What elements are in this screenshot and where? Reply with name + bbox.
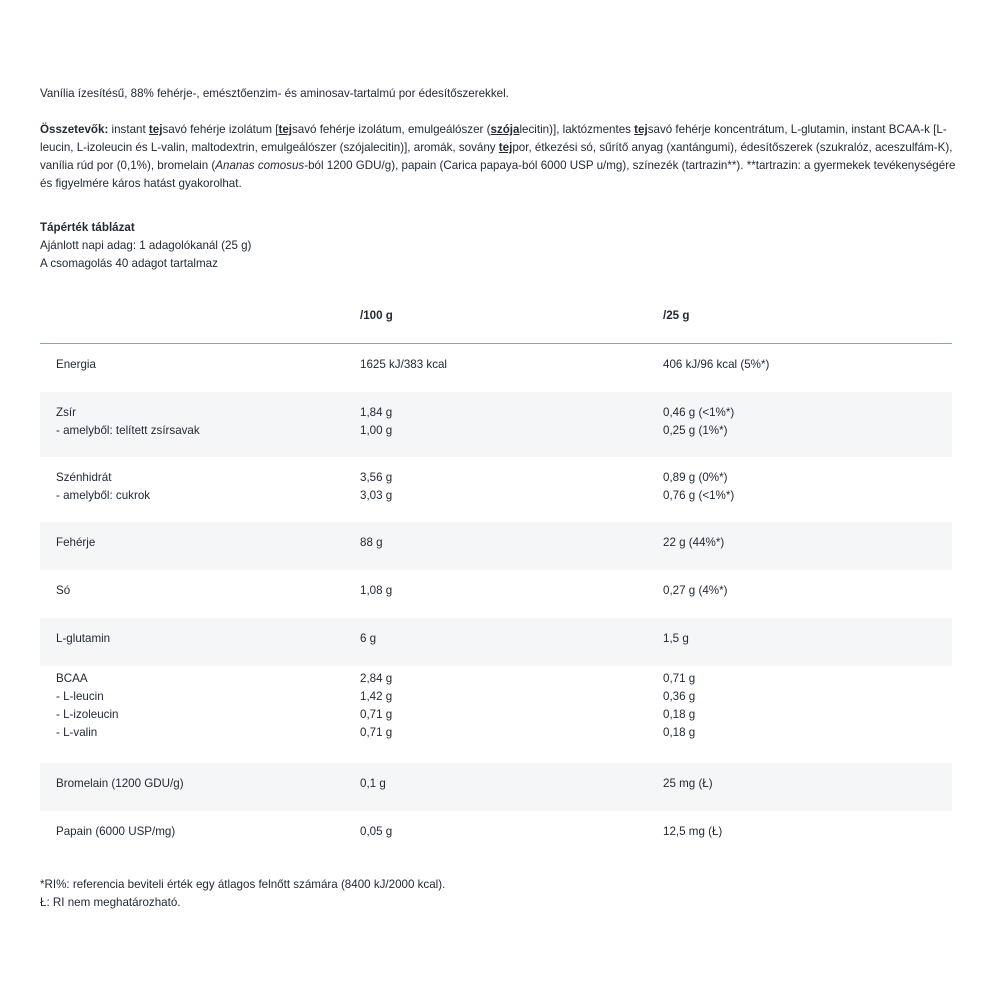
- ingredients-fragment: instant: [108, 123, 149, 136]
- nutrient-name-cell: [56, 582, 70, 600]
- nutrition-title: Tápérték táblázat: [40, 221, 135, 234]
- value-per-25g-cell: [663, 775, 713, 793]
- nutrient-name: Bromelain (1200 GDU/g): [56, 777, 184, 790]
- ingredients-fragment: por, étkezési só, sűrítő anyag (xantángumi), édesítőszerek (szukralóz, aceszulfám-K), vanília rúd por (0,1%), bromelain (: [40, 141, 953, 172]
- column-per-25g: /25 g: [663, 309, 690, 322]
- table-row: [40, 811, 952, 859]
- value-per-100g: 88 g: [360, 536, 383, 549]
- table-row: [40, 344, 952, 392]
- value-per-100g: 0,1 g: [360, 777, 386, 790]
- value-per-100g: 0,71 g: [360, 726, 393, 739]
- value-per-25g: 0,89 g (0%*): [663, 471, 728, 484]
- value-per-100g: 1625 kJ/383 kcal: [360, 358, 448, 371]
- nutrient-name-cell: [56, 404, 200, 440]
- allergen-term: szója: [490, 123, 520, 136]
- value-per-100g-cell: [360, 582, 392, 600]
- ingredients-fragment: savó fehérje koncentrátum, L-glutamin, instant BCAA-k [L-leucin, L-izoleucin és L-valin, maltodextrin, emulgeálószer (szójalecitin)], aromák, sovány: [40, 123, 947, 154]
- footnotes: [40, 876, 740, 912]
- value-per-25g-cell: [663, 630, 689, 648]
- nutrition-table: [40, 297, 952, 859]
- ingredients-label: Összetevők:: [40, 123, 109, 136]
- value-per-100g-cell: [360, 356, 447, 374]
- value-per-100g: 3,03 g: [360, 489, 393, 502]
- nutrient-name: BCAA: [56, 672, 88, 685]
- column-per-100g: /100 g: [360, 309, 393, 322]
- value-per-25g: 0,27 g (4%*): [663, 584, 728, 597]
- value-per-100g: 6 g: [360, 632, 377, 645]
- footnote-na: Ł: RI nem meghatározható.: [40, 896, 181, 909]
- value-per-25g-cell: [663, 356, 769, 374]
- table-row: [40, 570, 952, 618]
- value-per-25g-cell: [663, 582, 727, 600]
- nutrition-table-body: [40, 344, 952, 859]
- value-per-25g: 0,71 g: [663, 672, 696, 685]
- value-per-25g: 0,76 g (<1%*): [663, 489, 735, 502]
- nutrient-name: Só: [56, 584, 71, 597]
- nutrient-name-cell: [56, 630, 110, 648]
- value-per-25g: 25 mg (Ł): [663, 777, 713, 790]
- nutrient-name: Szénhidrát: [56, 471, 112, 484]
- value-per-25g-cell: [663, 404, 734, 440]
- servings-per-package: A csomagolás 40 adagot tartalmaz: [40, 257, 218, 270]
- latin-name: Ananas comosus: [215, 159, 305, 172]
- nutrient-name: L-glutamin: [56, 632, 111, 645]
- nutrient-name: Energia: [56, 358, 96, 371]
- value-per-100g: 1,42 g: [360, 690, 393, 703]
- value-per-100g: 1,84 g: [360, 406, 393, 419]
- ingredients-fragment: lecitin)], laktózmentes: [519, 123, 635, 136]
- value-per-100g-cell: [360, 670, 392, 742]
- value-per-100g: 3,56 g: [360, 471, 393, 484]
- value-per-25g: 1,5 g: [663, 632, 689, 645]
- value-per-100g-cell: [360, 823, 392, 841]
- table-row: [40, 457, 952, 522]
- serving-size: Ajánlott napi adag: 1 adagolókanál (25 g): [40, 239, 252, 252]
- table-row: [40, 392, 952, 457]
- value-per-100g-cell: [360, 404, 392, 440]
- value-per-100g: 1,00 g: [360, 424, 393, 437]
- ingredients-text: [40, 121, 965, 193]
- table-row: [40, 763, 952, 811]
- value-per-100g: 0,05 g: [360, 825, 393, 838]
- nutrient-name: - amelyből: telített zsírsavak: [56, 424, 200, 437]
- allergen-term: tej: [498, 141, 513, 154]
- value-per-100g: 1,08 g: [360, 584, 393, 597]
- value-per-100g: 0,71 g: [360, 708, 393, 721]
- value-per-25g-cell: [663, 670, 695, 742]
- nutrient-name: - L-izoleucin: [56, 708, 119, 721]
- nutrient-name-cell: [56, 534, 95, 552]
- nutrient-name: - L-valin: [56, 726, 98, 739]
- value-per-25g: 406 kJ/96 kcal (5%*): [663, 358, 770, 371]
- value-per-25g-cell: [663, 469, 734, 505]
- nutrient-name: - L-leucin: [56, 690, 104, 703]
- value-per-25g: 0,18 g: [663, 726, 696, 739]
- value-per-100g-cell: [360, 534, 383, 552]
- nutrient-name: Fehérje: [56, 536, 96, 549]
- value-per-25g-cell: [663, 823, 722, 841]
- allergen-term: tej: [148, 123, 163, 136]
- value-per-25g: 0,46 g (<1%*): [663, 406, 735, 419]
- nutrient-name: - amelyből: cukrok: [56, 489, 151, 502]
- nutrient-name-cell: [56, 823, 175, 841]
- nutrition-table-header: [40, 297, 952, 344]
- value-per-100g-cell: [360, 630, 376, 648]
- value-per-100g-cell: [360, 469, 392, 505]
- value-per-100g-cell: [360, 775, 386, 793]
- ingredients-fragment: -ból 1200 GDU/g), papain (Carica papaya-ból 6000 USP u/mg), színezék (tartrazin**). **tartrazin: a gyermekek tevékenységére és figyelmére káros hatást gyakorolhat.: [40, 159, 956, 190]
- nutrient-name: Papain (6000 USP/mg): [56, 825, 176, 838]
- product-description: Vanília ízesítésű, 88% fehérje-, emésztőenzim- és aminosav-tartalmú por édesítőszerekkel.: [40, 87, 509, 100]
- ingredients-fragment: savó fehérje izolátum, emulgeálószer (: [291, 123, 491, 136]
- table-row: [40, 522, 952, 570]
- ingredients-fragment: savó fehérje izolátum [: [162, 123, 279, 136]
- nutrient-name-cell: [56, 775, 184, 793]
- nutrition-header: [40, 219, 640, 273]
- value-per-25g: 0,36 g: [663, 690, 696, 703]
- value-per-25g: 22 g (44%*): [663, 536, 725, 549]
- nutrient-name: Zsír: [56, 406, 76, 419]
- value-per-25g-cell: [663, 534, 724, 552]
- table-row: [40, 666, 952, 763]
- value-per-25g: 0,25 g (1%*): [663, 424, 728, 437]
- nutrient-name-cell: [56, 469, 150, 505]
- nutrient-name-cell: [56, 356, 96, 374]
- allergen-term: tej: [634, 123, 648, 136]
- nutrient-name-cell: [56, 670, 119, 742]
- value-per-25g: 12,5 mg (Ł): [663, 825, 723, 838]
- footnote-ri: *RI%: referencia beviteli érték egy átlagos felnőtt számára (8400 kJ/2000 kcal).: [40, 878, 446, 891]
- table-row: [40, 618, 952, 666]
- allergen-term: tej: [278, 123, 292, 136]
- value-per-25g: 0,18 g: [663, 708, 696, 721]
- value-per-100g: 2,84 g: [360, 672, 393, 685]
